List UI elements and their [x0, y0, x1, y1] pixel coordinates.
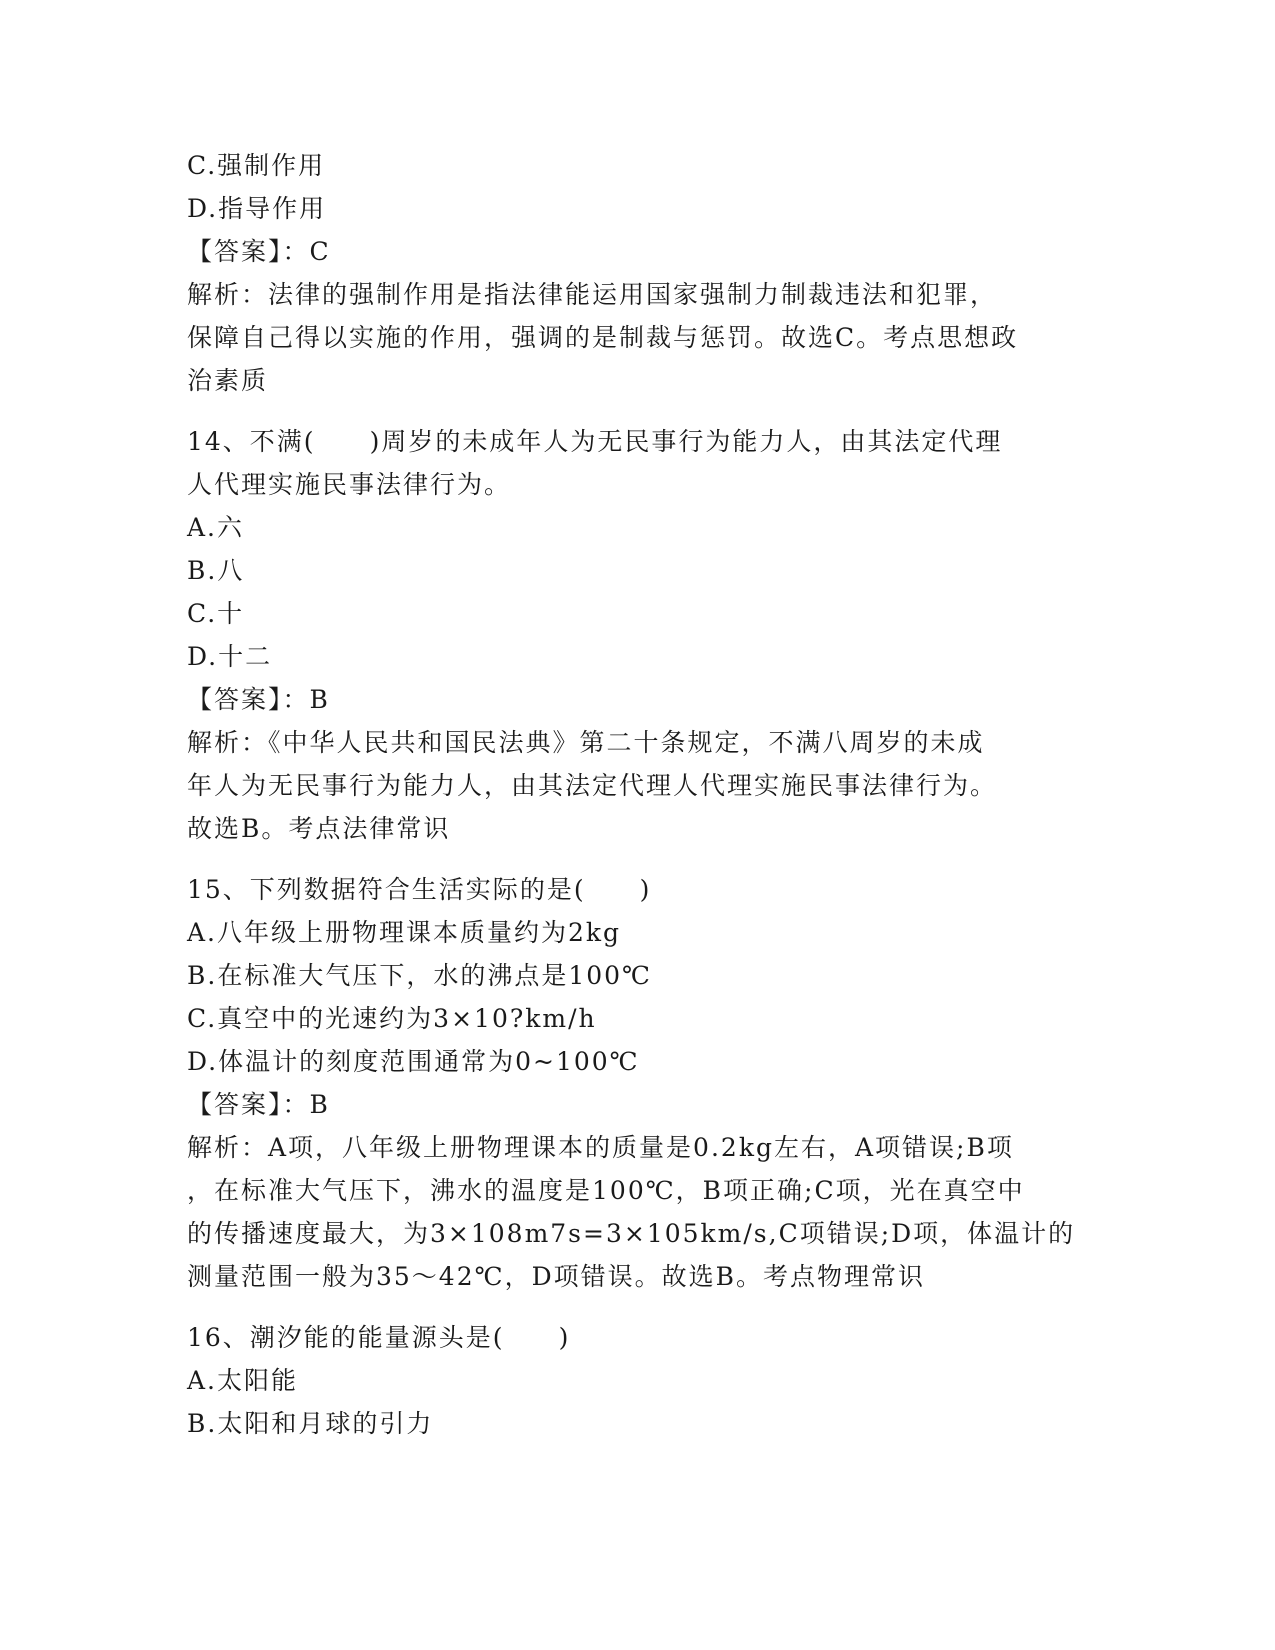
option-d: D.体温计的刻度范围通常为0~100℃ [187, 1047, 640, 1076]
option-b: B.八 [187, 556, 245, 585]
explanation-line: 故选B。考点法律常识 [187, 814, 451, 843]
block-gap [187, 850, 1087, 868]
option-c: C.十 [187, 599, 245, 628]
explanation-line: 保障自己得以实施的作用，强调的是制裁与惩罚。故选C。考点思想政 [187, 323, 1019, 352]
question-stem: 人代理实施民事法律行为。 [187, 470, 512, 499]
answer: 【答案】：C [187, 237, 331, 266]
option-a: A.太阳能 [187, 1366, 299, 1395]
answer: 【答案】：B [187, 685, 330, 714]
explanation-line: 治素质 [187, 366, 269, 395]
explanation-line: 年人为无民事行为能力人，由其法定代理人代理实施民事法律行为。 [187, 771, 998, 800]
question-16 [187, 1316, 1087, 1445]
explanation-line: 解析：A项，八年级上册物理课本的质量是0.2kg左右，A项错误;B项 [187, 1133, 1014, 1162]
option-b: B.太阳和月球的引力 [187, 1409, 434, 1438]
option-b: B.在标准大气压下，水的沸点是100℃ [187, 961, 653, 990]
explanation-line: 的传播速度最大，为3×108m7s=3×105km/s,C项错误;D项，体温计的 [187, 1219, 1076, 1248]
answer: 【答案】：B [187, 1090, 330, 1119]
question-13-tail [187, 144, 1087, 402]
option-c: C.强制作用 [187, 151, 326, 180]
explanation-line: 解析：法律的强制作用是指法律能运用国家强制力制裁违法和犯罪， [187, 280, 998, 309]
block-gap [187, 402, 1087, 420]
explanation-line: 解析：《中华人民共和国民法典》第二十条规定，不满八周岁的未成 [187, 728, 985, 757]
block-gap [187, 1298, 1087, 1316]
question-stem: 15、下列数据符合生活实际的是( ) [187, 875, 652, 904]
option-d: D.指导作用 [187, 194, 327, 223]
explanation-line: 测量范围一般为35～42℃，D项错误。故选B。考点物理常识 [187, 1262, 926, 1291]
option-a: A.六 [187, 513, 245, 542]
option-d: D.十二 [187, 642, 273, 671]
question-stem: 16、潮汐能的能量源头是( ) [187, 1323, 571, 1352]
question-15 [187, 868, 1087, 1298]
question-14 [187, 420, 1087, 850]
option-c: C.真空中的光速约为3×10?km/h [187, 1004, 597, 1033]
document-page [187, 144, 1087, 1445]
explanation-line: ，在标准大气压下，沸水的温度是100℃，B项正确;C项，光在真空中 [187, 1176, 1025, 1205]
question-stem: 14、不满( )周岁的未成年人为无民事行为能力人，由其法定代理 [187, 427, 1003, 456]
option-a: A.八年级上册物理课本质量约为2kg [187, 918, 622, 947]
